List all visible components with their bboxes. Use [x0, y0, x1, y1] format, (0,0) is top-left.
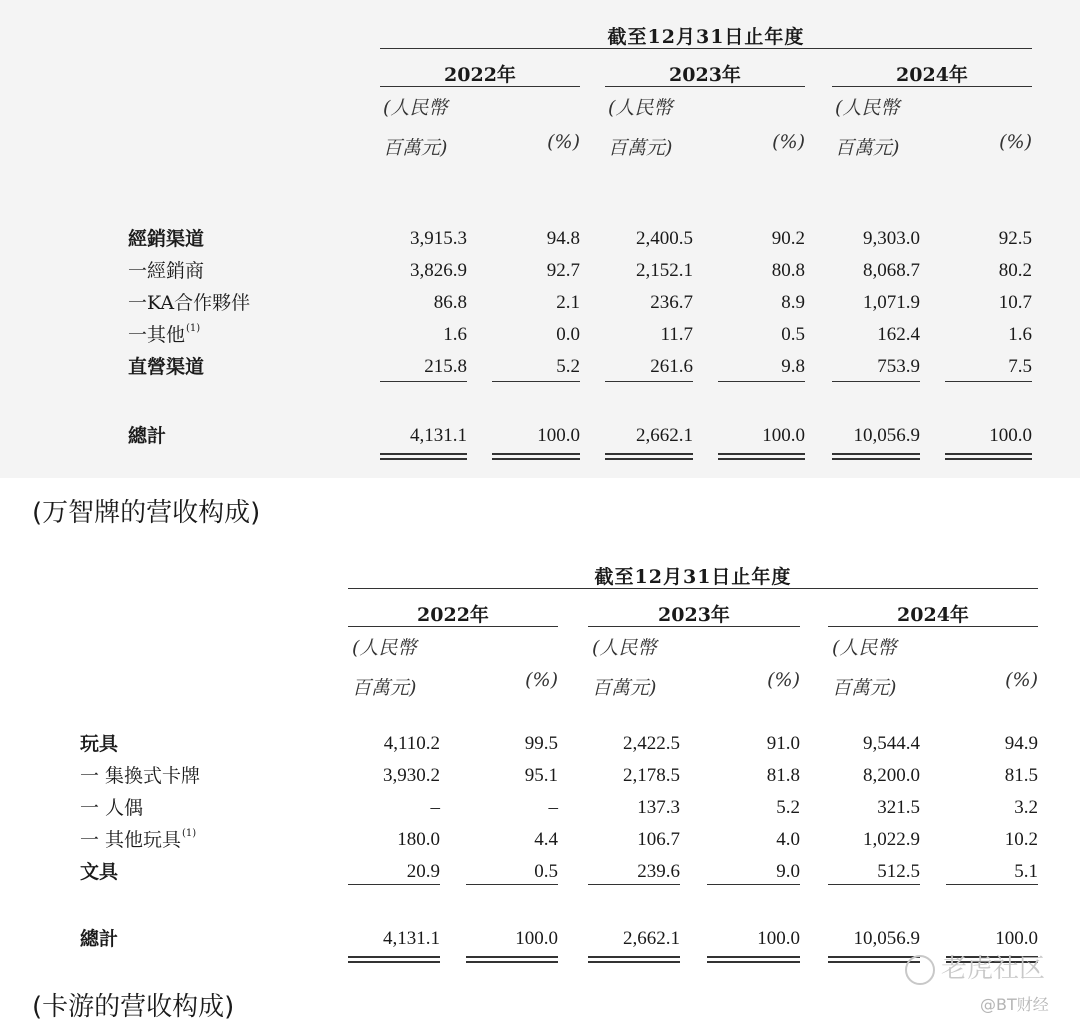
- year-rule: [605, 86, 805, 87]
- cell-value: 81.5: [1004, 765, 1038, 786]
- total-double-rule: [588, 956, 680, 958]
- total-double-rule: [492, 453, 580, 455]
- total-double-rule: [707, 956, 800, 958]
- cell-value: –: [430, 797, 440, 818]
- revenue-table-1: [0, 0, 1080, 478]
- unit-amount: (人民幣 百萬元): [608, 97, 673, 159]
- year-rule: [588, 626, 800, 627]
- cell-value: 10.2: [1004, 829, 1038, 850]
- cell-value: 106.7: [637, 829, 680, 850]
- cell-value: 9.8: [781, 356, 805, 377]
- cell-value: 20.9: [406, 861, 440, 882]
- cell-value: 321.5: [877, 797, 920, 818]
- cell-value: 4.0: [776, 829, 800, 850]
- row-label: 一 其他玩具: [80, 829, 182, 851]
- cell-value: 80.2: [998, 260, 1032, 281]
- year-2022: 2022年: [444, 64, 516, 86]
- row-label: 一其他: [128, 324, 186, 346]
- cell-value: 3,915.3: [410, 228, 467, 249]
- header-rule: [380, 48, 1032, 49]
- total-double-rule: [718, 458, 805, 460]
- watermark-logo-icon: [905, 955, 935, 985]
- cell-value: 1.6: [443, 324, 467, 345]
- cell-value: 215.8: [424, 356, 467, 377]
- total-double-rule: [832, 453, 920, 455]
- subtotal-rule: [718, 381, 805, 382]
- total-value: 100.0: [515, 928, 558, 949]
- cell-value: 512.5: [877, 861, 920, 882]
- cell-value: 94.9: [1004, 733, 1038, 754]
- unit-pct: (%): [999, 131, 1032, 153]
- row-label: 玩具: [80, 733, 119, 755]
- total-double-rule: [348, 961, 440, 963]
- cell-value: 236.7: [650, 292, 693, 313]
- unit-amount: (人民幣 百萬元): [383, 97, 448, 159]
- unit-pct: (%): [547, 131, 580, 153]
- unit-amount: (人民幣 百萬元): [832, 637, 897, 699]
- total-double-rule: [588, 961, 680, 963]
- year-2022: 2022年: [417, 604, 489, 626]
- cell-value: 8.9: [781, 292, 805, 313]
- footnote-marker: (1): [182, 828, 197, 839]
- total-double-rule: [832, 458, 920, 460]
- unit-amount: (人民幣 百萬元): [592, 637, 657, 699]
- cell-value: 1,071.9: [863, 292, 920, 313]
- table-row: [0, 287, 1080, 319]
- total-row: [0, 420, 1080, 452]
- subtotal-rule: [946, 884, 1038, 885]
- subtotal-rule: [348, 884, 440, 885]
- revenue-table-2: [0, 540, 1080, 982]
- cell-value: 1,022.9: [863, 829, 920, 850]
- caption-table-2: (卡游的营收构成): [32, 992, 235, 1022]
- total-double-rule: [945, 458, 1032, 460]
- table-row: [0, 760, 1080, 792]
- cell-value: 92.5: [998, 228, 1032, 249]
- total-label: 總計: [128, 425, 167, 447]
- cell-value: 162.4: [877, 324, 920, 345]
- total-label: 總計: [80, 928, 119, 950]
- cell-value: 90.2: [771, 228, 805, 249]
- subtotal-rule: [466, 884, 558, 885]
- cell-value: 2,400.5: [636, 228, 693, 249]
- cell-value: 4,110.2: [383, 733, 440, 754]
- cell-value: 86.8: [433, 292, 467, 313]
- total-value: 4,131.1: [383, 928, 440, 949]
- cell-value: 8,200.0: [863, 765, 920, 786]
- total-value: 10,056.9: [853, 928, 920, 949]
- cell-value: 99.5: [524, 733, 558, 754]
- total-double-rule: [466, 961, 558, 963]
- table-row: [0, 255, 1080, 287]
- cell-value: 80.8: [771, 260, 805, 281]
- cell-value: 753.9: [877, 356, 920, 377]
- cell-value: 2,178.5: [623, 765, 680, 786]
- cell-value: 9.0: [776, 861, 800, 882]
- watermark: 老虎社区: [905, 948, 1045, 985]
- total-value: 100.0: [762, 425, 805, 446]
- total-double-rule: [348, 956, 440, 958]
- cell-value: 5.2: [556, 356, 580, 377]
- cell-value: 10.7: [998, 292, 1032, 313]
- cell-value: 9,303.0: [863, 228, 920, 249]
- subtotal-rule: [832, 381, 920, 382]
- cell-value: 4.4: [534, 829, 558, 850]
- cell-value: 9,544.4: [863, 733, 920, 754]
- cell-value: 95.1: [524, 765, 558, 786]
- year-2023: 2023年: [669, 64, 741, 86]
- unit-pct: (%): [1005, 669, 1038, 691]
- subtotal-rule: [588, 884, 680, 885]
- cell-value: 239.6: [637, 861, 680, 882]
- total-double-rule: [605, 453, 693, 455]
- period-header: 截至12月31日止年度: [594, 566, 792, 588]
- row-label: 一經銷商: [128, 260, 205, 282]
- watermark-sub: @BT财经: [980, 995, 1049, 1014]
- cell-value: 137.3: [637, 797, 680, 818]
- year-rule: [832, 86, 1032, 87]
- total-value: 2,662.1: [623, 928, 680, 949]
- row-label: 直營渠道: [128, 356, 205, 378]
- total-double-rule: [945, 453, 1032, 455]
- year-rule: [348, 626, 558, 627]
- unit-pct: (%): [772, 131, 805, 153]
- total-double-rule: [718, 453, 805, 455]
- cell-value: 5.1: [1014, 861, 1038, 882]
- cell-value: 2,152.1: [636, 260, 693, 281]
- table-row: [0, 824, 1080, 856]
- cell-value: 91.0: [766, 733, 800, 754]
- caption-table-1: (万智牌的营收构成): [32, 498, 261, 528]
- cell-value: 3,930.2: [383, 765, 440, 786]
- header-rule: [348, 588, 1038, 589]
- period-header: 截至12月31日止年度: [607, 26, 805, 48]
- cell-value: 0.5: [534, 861, 558, 882]
- cell-value: 2.1: [556, 292, 580, 313]
- cell-value: 94.8: [546, 228, 580, 249]
- total-value: 10,056.9: [853, 425, 920, 446]
- cell-value: 0.0: [556, 324, 580, 345]
- subtotal-rule: [492, 381, 580, 382]
- cell-value: –: [548, 797, 558, 818]
- cell-value: 7.5: [1008, 356, 1032, 377]
- table-row: [0, 223, 1080, 255]
- table-row: [0, 319, 1080, 351]
- cell-value: 2,422.5: [623, 733, 680, 754]
- cell-value: 5.2: [776, 797, 800, 818]
- subtotal-rule: [828, 884, 920, 885]
- total-value: 4,131.1: [410, 425, 467, 446]
- subtotal-rule: [605, 381, 693, 382]
- cell-value: 92.7: [546, 260, 580, 281]
- subtotal-rule: [707, 884, 800, 885]
- subtotal-rule: [380, 381, 467, 382]
- table-row: [0, 728, 1080, 760]
- total-double-rule: [466, 956, 558, 958]
- total-double-rule: [380, 453, 467, 455]
- total-value: 100.0: [757, 928, 800, 949]
- row-label: 文具: [80, 861, 119, 883]
- cell-value: 180.0: [397, 829, 440, 850]
- year-2023: 2023年: [658, 604, 730, 626]
- table-row: [0, 351, 1080, 383]
- cell-value: 3.2: [1014, 797, 1038, 818]
- total-value: 100.0: [537, 425, 580, 446]
- total-double-rule: [492, 458, 580, 460]
- year-rule: [828, 626, 1038, 627]
- row-label: 經銷渠道: [128, 228, 205, 250]
- total-double-rule: [605, 458, 693, 460]
- unit-amount: (人民幣 百萬元): [835, 97, 900, 159]
- subtotal-rule: [945, 381, 1032, 382]
- row-label: 一 集換式卡牌: [80, 765, 201, 787]
- unit-amount: (人民幣 百萬元): [352, 637, 417, 699]
- row-label: 一 人偶: [80, 797, 144, 819]
- cell-value: 8,068.7: [863, 260, 920, 281]
- cell-value: 0.5: [781, 324, 805, 345]
- cell-value: 11.7: [660, 324, 693, 345]
- year-2024: 2024年: [896, 64, 968, 86]
- total-double-rule: [707, 961, 800, 963]
- cell-value: 261.6: [650, 356, 693, 377]
- total-value: 100.0: [995, 928, 1038, 949]
- table-row: [0, 792, 1080, 824]
- unit-pct: (%): [767, 669, 800, 691]
- cell-value: 1.6: [1008, 324, 1032, 345]
- year-2024: 2024年: [897, 604, 969, 626]
- year-rule: [380, 86, 580, 87]
- row-label: 一KA合作夥伴: [128, 292, 251, 314]
- cell-value: 81.8: [766, 765, 800, 786]
- unit-pct: (%): [525, 669, 558, 691]
- total-value: 2,662.1: [636, 425, 693, 446]
- total-double-rule: [380, 458, 467, 460]
- footnote-marker: (1): [186, 323, 201, 334]
- cell-value: 3,826.9: [410, 260, 467, 281]
- total-value: 100.0: [989, 425, 1032, 446]
